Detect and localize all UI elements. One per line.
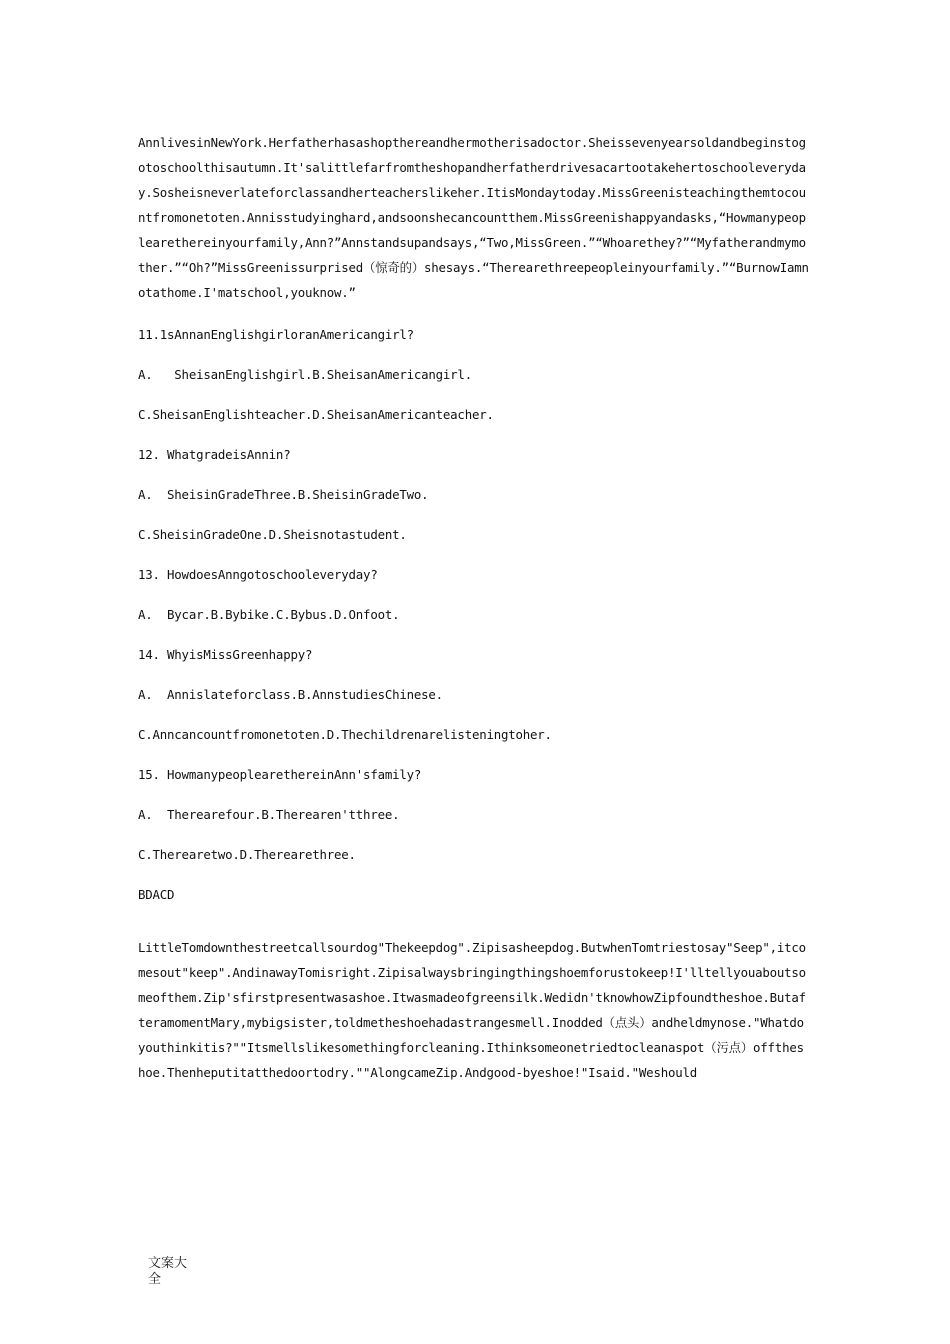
- question-11: 11.1sAnnanEnglishgirloranAmericangirl?: [138, 327, 414, 342]
- spacer: [138, 385, 810, 405]
- question-13-options: A. Bycar.B.Bybike.C.Bybus.D.Onfoot.: [138, 607, 400, 622]
- spacer: [138, 585, 810, 605]
- spacer: [138, 865, 810, 885]
- spacer: [138, 545, 810, 565]
- passage-2: LittleTomdownthestreetcallsourdog"Thekeepdog".Zipisasheepdog.ButwhenTomtriestosay"Seep",itcomesout"keep".AndinawayTomisright.Zipisalwaysbringingthingshoemforustokeep!I'lltellyouaboutsomeofthem.Zip'sfirstpresentwasashoe.Itwasmadeofgreensilk.Wedidn'tknowhowZipfoundtheshoe.ButafteramomentMary,mybigsister,toldmetheshoehadastrangesmell.Inodded（点头）andheldmynose."Whatdoyouthinkitis?""Itsmellslikesomethingforcleaning.Ithinksomeonetriedtocleanaspot（污点）offtheshoe.Thenheputitatthedoortodry.""AlongcameZip.Andgood-byeshoe!"Isaid."Weshould: [138, 940, 806, 1080]
- spacer: [138, 505, 810, 525]
- question-14-options-ab: A. Annislateforclass.B.AnnstudiesChinese.: [138, 687, 443, 702]
- question-13: 13. HowdoesAnngotoschooleveryday?: [138, 567, 378, 582]
- question-12-options-ab: A. SheisinGradeThree.B.SheisinGradeTwo.: [138, 487, 429, 502]
- question-12: 12. WhatgradeisAnnin?: [138, 447, 291, 462]
- spacer: [138, 825, 810, 845]
- spacer: [138, 425, 810, 445]
- spacer: [138, 625, 810, 645]
- page-footer: 文案大全: [148, 1256, 188, 1287]
- question-15-options-ab: A. Therearefour.B.Therearen'tthree.: [138, 807, 400, 822]
- answer-key: BDACD: [138, 887, 175, 902]
- question-14-options-cd: C.Anncancountfromonetoten.D.Thechildrenarelisteningtoher.: [138, 727, 552, 742]
- spacer: [138, 305, 810, 325]
- spacer: [138, 905, 810, 935]
- question-12-options-cd: C.SheisinGradeOne.D.Sheisnotastudent.: [138, 527, 407, 542]
- question-11-options-cd: C.SheisanEnglishteacher.D.SheisanAmericanteacher.: [138, 407, 494, 422]
- question-15: 15. HowmanypeoplearethereinAnn'sfamily?: [138, 767, 422, 782]
- spacer: [138, 465, 810, 485]
- spacer: [138, 705, 810, 725]
- question-11-options-ab: A. SheisanEnglishgirl.B.SheisanAmericangirl.: [138, 367, 472, 382]
- spacer: [138, 345, 810, 365]
- question-15-options-cd: C.Therearetwo.D.Therearethree.: [138, 847, 356, 862]
- spacer: [138, 745, 810, 765]
- spacer: [138, 785, 810, 805]
- question-14: 14. WhyisMissGreenhappy?: [138, 647, 313, 662]
- document-body: [138, 130, 810, 1085]
- spacer: [138, 665, 810, 685]
- passage-1: AnnlivesinNewYork.Herfatherhasashopthereandhermotherisadoctor.Sheissevenyearsoldandbeginstogotoschoolthisautumn.It'salittlefarfromtheshopandherfatherdrivesacartootakehertoschooleveryday.Sosheisneverlateforclassandherteacherslikeher.ItisMondaytoday.MissGreenisteachingthemtocountfromonetoten.Annisstudyinghard,andsoonshecancountthem.MissGreenishappyandasks,“Howmanypeoplearethereinyourfamily,Ann?”Annstandsupandsays,“Two,MissGreen.”“Whoarethey?”“Myfatherandmymother.”“Oh?”MissGreenissurprised（惊奇的）shesays.“Therearethreepeopleinyourfamily.”“BurnowIamnotathome.I'matschool,youknow.”: [138, 135, 809, 300]
